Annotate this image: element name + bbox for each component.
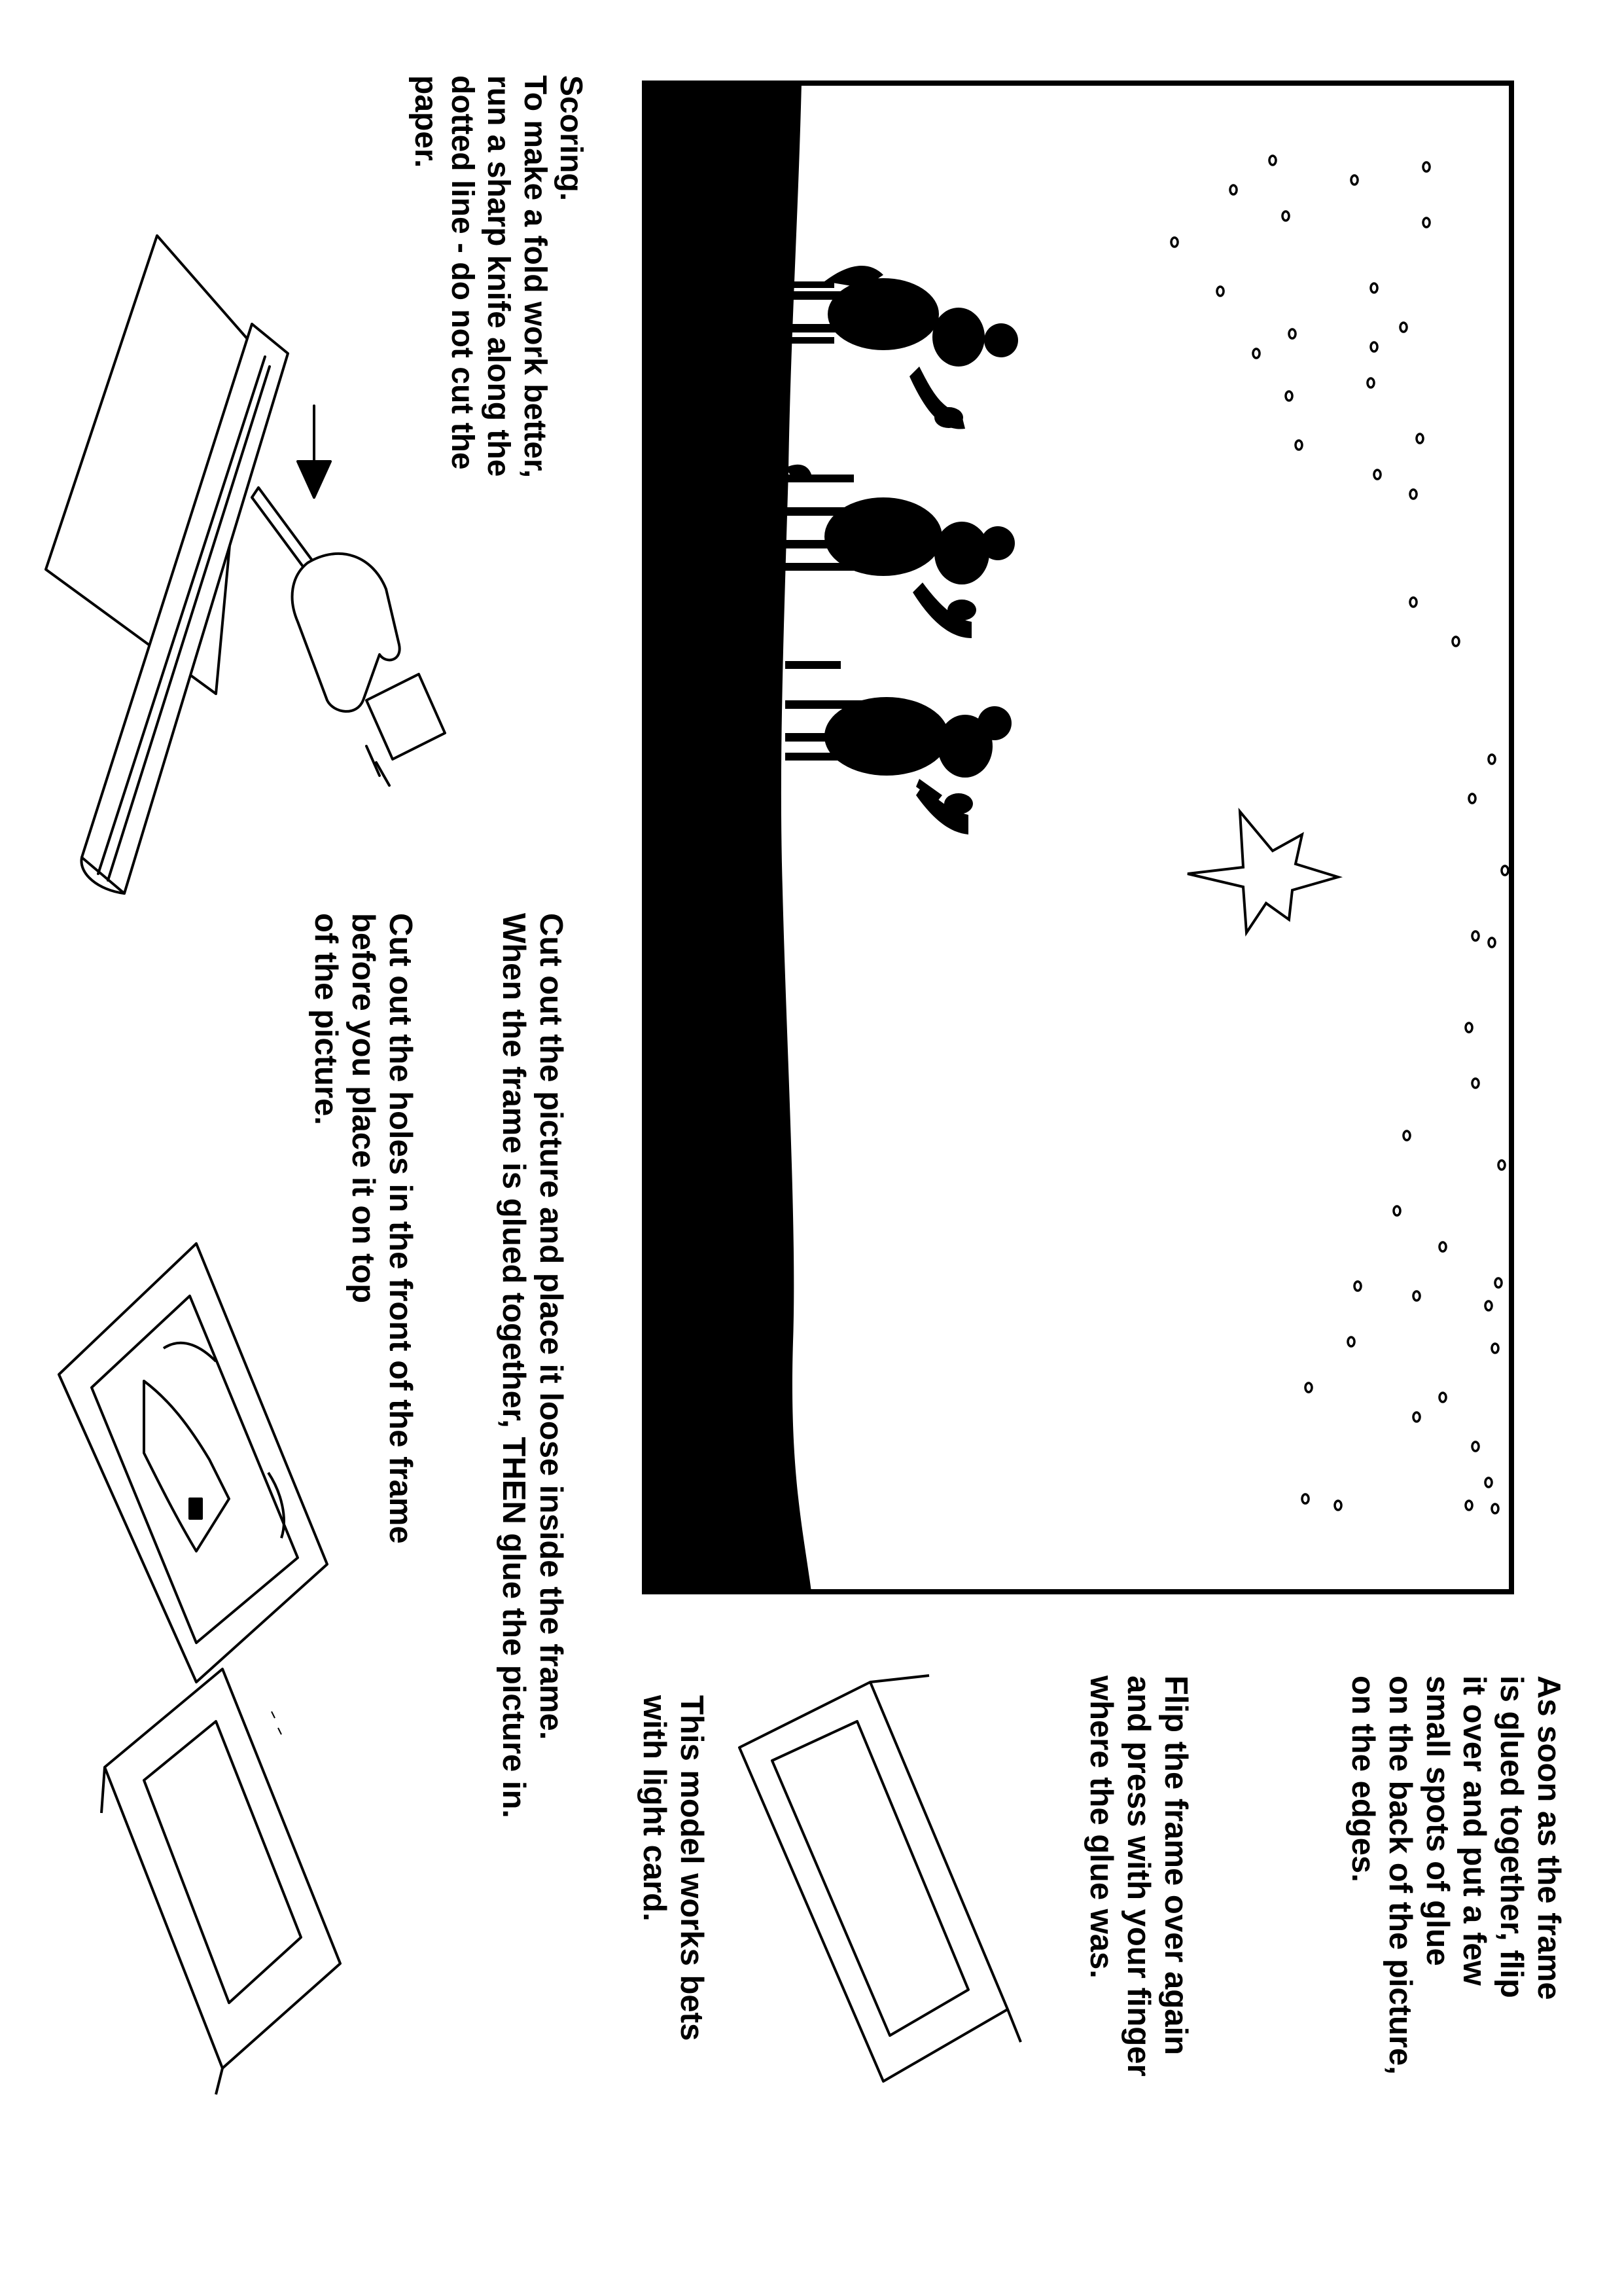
- scoring-illustration: [46, 236, 445, 893]
- flip-instructions: Flip the frame over again and press with your finger where the glue was.: [1084, 1676, 1193, 2077]
- frame-with-picture-illustration: [59, 1244, 327, 1682]
- hand-icon: [292, 554, 400, 711]
- arrow-icon: [298, 406, 330, 497]
- light-card-note: This model works bets with light card.: [637, 1695, 709, 2041]
- nativity-scene-picture: [644, 83, 1511, 1592]
- holes-instructions: Cut out the holes in the front of the frame before you place it on top of the picture.: [308, 913, 418, 1544]
- glue-instructions: As soon as the frame is glued together, flip it over and put a few small spots of glue on the back of the picture, on the edges.: [1345, 1676, 1566, 2075]
- card-frame-illustration: [739, 1676, 1021, 2081]
- scoring-title: Scoring.: [554, 75, 588, 202]
- sleeve-icon: [366, 674, 445, 759]
- knife-icon: [252, 488, 314, 573]
- empty-frame-illustration: [101, 1669, 340, 2094]
- cut-marks: [272, 1712, 281, 1734]
- scoring-instructions: To make a fold work better, run a sharp knife along the dotted line - do not cut the paper.: [408, 75, 552, 478]
- cut-out-instructions: Cut out the picture and place it loose inside the frame. When the frame is glued together, THEN glue the picture in.: [496, 913, 569, 1819]
